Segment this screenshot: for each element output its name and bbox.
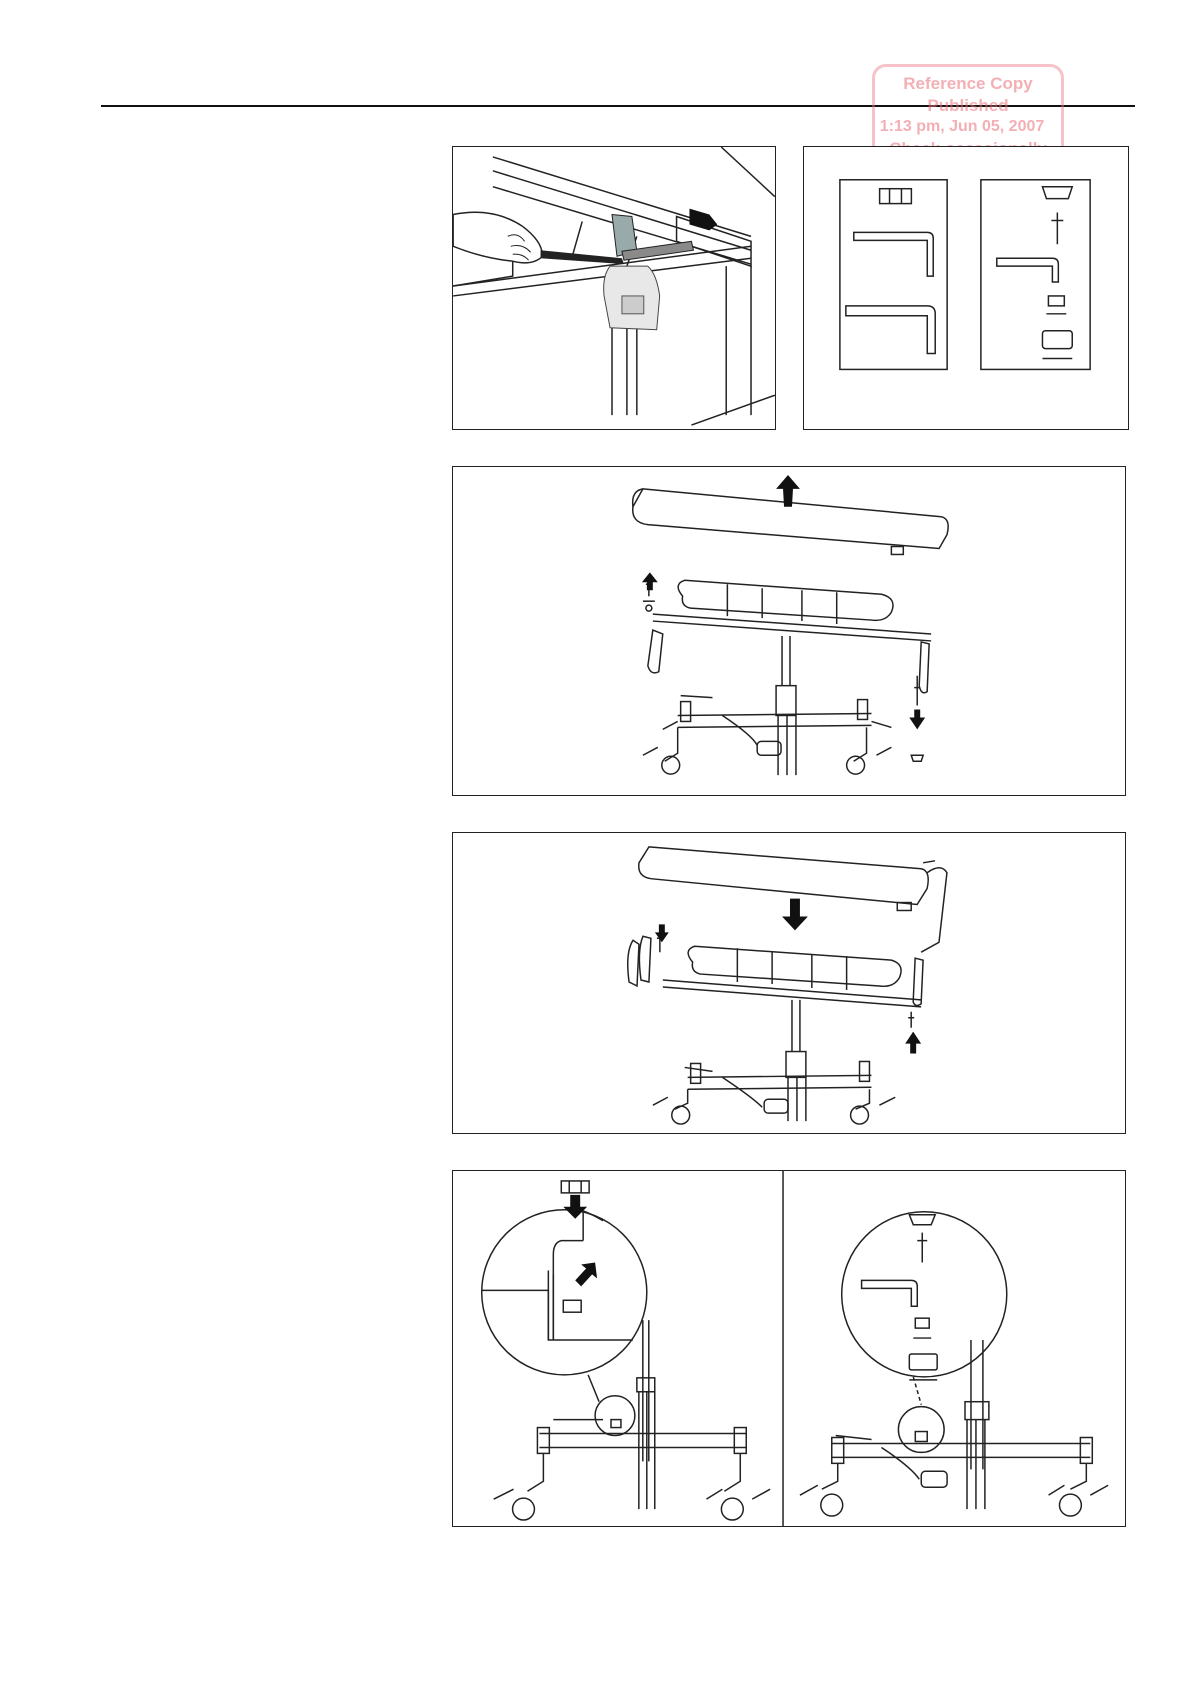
figure-strap-release (452, 146, 776, 430)
remove-tray-drawing (453, 467, 1125, 795)
figure-fit-caps-details (452, 1170, 1126, 1527)
strap-release-drawing (453, 147, 775, 429)
figure-remove-tray (452, 466, 1126, 796)
fit-caps-drawing (453, 1171, 1125, 1526)
stamp-line-3: 1:13 pm, Jun 05, 2007 (879, 118, 1045, 135)
stamp-line-1: Reference Copy (903, 74, 1033, 93)
stamp-line-2: Published (927, 95, 1009, 115)
tool-kits-drawing (804, 147, 1128, 429)
figure-mount-tray (452, 832, 1126, 1134)
figure-tool-kits (803, 146, 1129, 430)
mount-tray-drawing (453, 833, 1125, 1133)
